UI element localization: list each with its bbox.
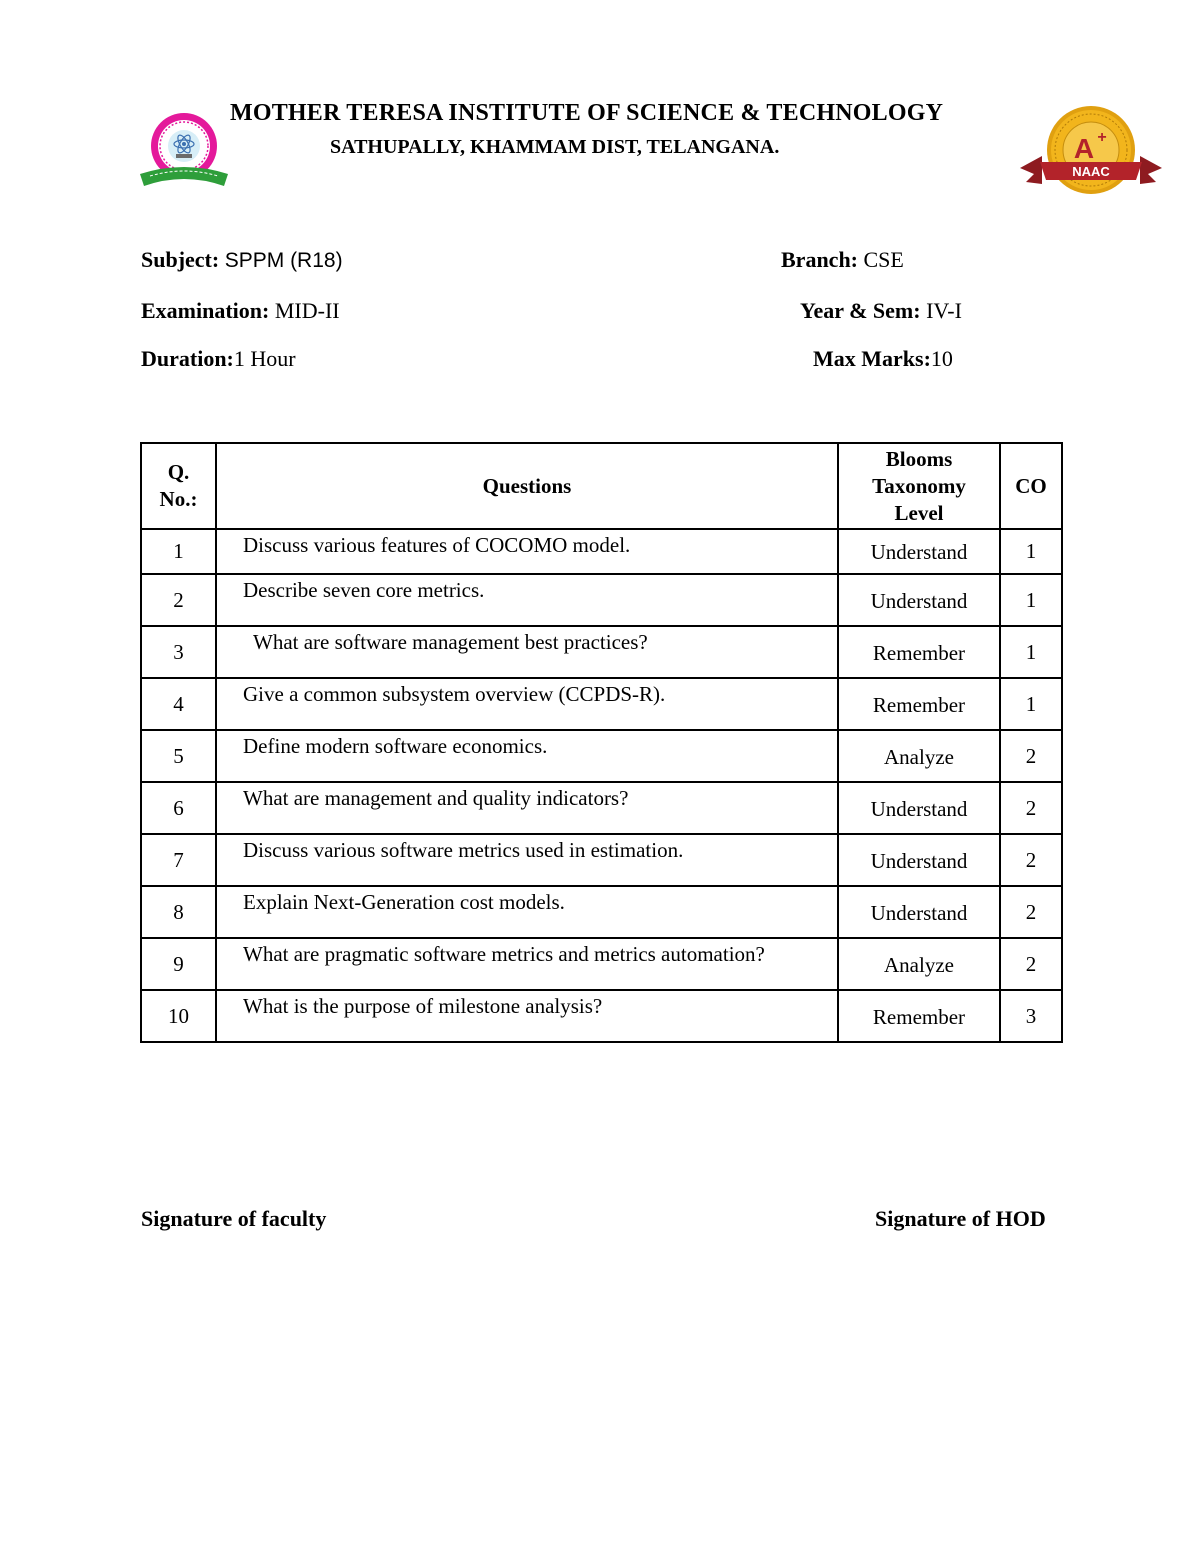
branch-field: [781, 247, 904, 273]
header-blooms-line3: Level: [894, 500, 944, 525]
course-outcome: 2: [1000, 938, 1062, 990]
course-outcome: 2: [1000, 782, 1062, 834]
examination-field: [141, 298, 340, 324]
examination-value: MID-II: [274, 298, 340, 323]
college-logo: [136, 110, 232, 192]
question-text: What are software management best practices?: [216, 626, 838, 678]
badge-plus: +: [1097, 129, 1107, 146]
course-outcome: 2: [1000, 730, 1062, 782]
subject-value: SPPM (R18): [224, 249, 343, 272]
question-text: Discuss various features of COCOMO model.: [216, 529, 838, 574]
blooms-level: Analyze: [838, 730, 1000, 782]
header-blooms: [838, 443, 1000, 529]
header-qno-line2: No.:: [159, 487, 198, 511]
year-sem-value: IV-I: [926, 298, 962, 323]
question-number: 3: [141, 626, 216, 678]
max-marks-field: [813, 346, 953, 372]
branch-value: CSE: [863, 247, 904, 272]
questions-table: [140, 442, 1063, 1043]
examination-label: Examination:: [141, 298, 270, 323]
header-blooms-line2: Taxonomy: [872, 473, 966, 498]
question-number: 5: [141, 730, 216, 782]
question-number: 4: [141, 678, 216, 730]
blooms-level: Understand: [838, 574, 1000, 626]
badge-grade: A: [1073, 133, 1095, 164]
question-number: 8: [141, 886, 216, 938]
course-outcome: 1: [1000, 529, 1062, 574]
question-text: Discuss various software metrics used in estimation.: [216, 834, 838, 886]
question-number: 1: [141, 529, 216, 574]
subject-label: Subject:: [141, 247, 220, 272]
course-outcome: 1: [1000, 574, 1062, 626]
blooms-level: Analyze: [838, 938, 1000, 990]
header-qno: [141, 443, 216, 529]
naac-badge: [1020, 104, 1162, 200]
branch-label: Branch:: [781, 247, 858, 272]
question-text: Define modern software economics.: [216, 730, 838, 782]
question-text: What is the purpose of milestone analysis?: [216, 990, 838, 1042]
course-outcome: 2: [1000, 834, 1062, 886]
blooms-level: Remember: [838, 678, 1000, 730]
table-row: [141, 782, 1062, 834]
table-row: [141, 574, 1062, 626]
question-text: What are pragmatic software metrics and metrics automation?: [216, 938, 838, 990]
blooms-level: Understand: [838, 886, 1000, 938]
question-text: Describe seven core metrics.: [216, 574, 838, 626]
year-sem-field: [800, 298, 962, 324]
year-sem-label: Year & Sem:: [800, 298, 921, 323]
question-number: 9: [141, 938, 216, 990]
table-row: [141, 678, 1062, 730]
max-marks-label: Max Marks:: [813, 346, 931, 371]
table-row: [141, 990, 1062, 1042]
question-number: 10: [141, 990, 216, 1042]
course-outcome: 1: [1000, 626, 1062, 678]
header-co: CO: [1000, 443, 1062, 529]
table-row: [141, 626, 1062, 678]
table-row: [141, 938, 1062, 990]
table-row: [141, 730, 1062, 782]
table-header-row: [141, 443, 1062, 529]
subject-field: [141, 247, 343, 273]
blooms-level: Understand: [838, 782, 1000, 834]
header-qno-line1: Q.: [167, 460, 190, 484]
duration-value: 1 Hour: [233, 346, 296, 371]
table-row: [141, 834, 1062, 886]
course-outcome: 1: [1000, 678, 1062, 730]
question-number: 6: [141, 782, 216, 834]
institute-name: MOTHER TERESA INSTITUTE OF SCIENCE & TECHNOLOGY: [230, 100, 944, 126]
faculty-signature-label: Signature of faculty: [141, 1206, 327, 1231]
question-number: 2: [141, 574, 216, 626]
course-outcome: 2: [1000, 886, 1062, 938]
question-number: 7: [141, 834, 216, 886]
duration-label: Duration:: [141, 346, 234, 371]
institute-address: SATHUPALLY, KHAMMAM DIST, TELANGANA.: [330, 136, 780, 158]
header-blooms-line1: Blooms: [885, 446, 953, 471]
header-questions: Questions: [216, 443, 838, 529]
table-row: [141, 886, 1062, 938]
duration-field: [141, 346, 296, 372]
blooms-level: Remember: [838, 990, 1000, 1042]
course-outcome: 3: [1000, 990, 1062, 1042]
blooms-level: Understand: [838, 834, 1000, 886]
question-text: Explain Next-Generation cost models.: [216, 886, 838, 938]
blooms-level: Understand: [838, 529, 1000, 574]
max-marks-value: 10: [930, 346, 953, 371]
question-text: What are management and quality indicators?: [216, 782, 838, 834]
question-text: Give a common subsystem overview (CCPDS-R).: [216, 678, 838, 730]
hod-signature-label: Signature of HOD: [875, 1206, 1046, 1231]
badge-naac-text: NAAC: [1072, 164, 1110, 179]
table-row: [141, 529, 1062, 574]
blooms-level: Remember: [838, 626, 1000, 678]
